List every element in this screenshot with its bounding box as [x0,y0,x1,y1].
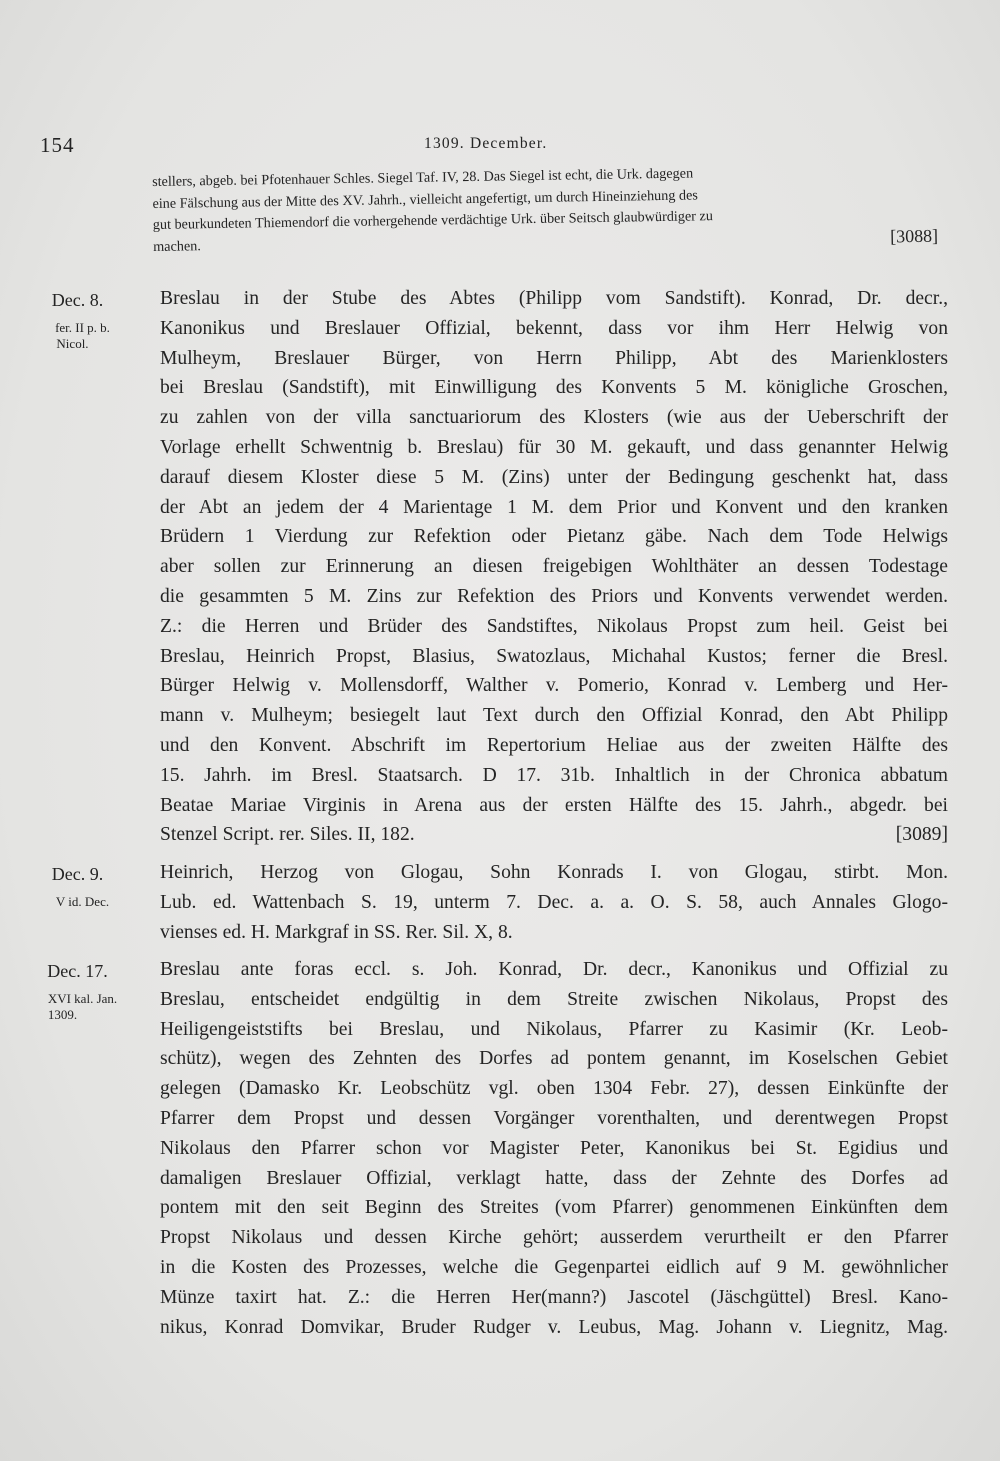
text-line: vienses ed. H. Markgraf in SS. Rer. Sil. X, 8. [160,921,513,943]
text-line: und den Konvent. Abschrift im Repertorium Heliae aus der zweiten Hälfte des [160,734,948,756]
text-line: Breslau in der Stube des Abtes (Philipp vom Sandstift). Konrad, Dr. decr., [160,288,948,309]
text-line: Lub. ed. Wattenbach S. 19, unterm 7. Dec. a. a. O. S. 58, auch Annales Glogo- [160,891,948,913]
text-line-content: Stenzel Script. rer. Siles. II, 182. [160,824,415,846]
text-line: die gesammten 5 M. Zins zur Refektion des Priors und Konvents verwendet werden. [160,585,948,607]
entry-date-note: Nicol. [56,336,89,351]
text-line: pontem mit den seit Beginn des Streites (vom Pfarrer) genommenen Einkünften dem [160,1197,948,1219]
footnote-line: machen. [153,237,201,255]
text-line: Bürger Helwig v. Mollensdorff, Walther v. Pomerio, Konrad v. Lemberg und Her- [160,675,948,697]
text-line: nikus, Konrad Domvikar, Bruder Rudger v. Leubus, Mag. Johann v. Liegnitz, Mag. [160,1316,948,1338]
text-line: Vorlage erhellt Schwentnig b. Breslau) für 30 M. gekauft, und dass genannter Helwig [160,436,948,458]
text-line: damaligen Breslauer Offizial, verklagt hatte, dass der Zehnte des Dorfes ad [160,1167,948,1189]
entry-text [160,955,948,1342]
text-line: Z.: die Herren und Brüder des Sandstiftes, Nikolaus Propst zum heil. Geist bei [160,615,948,637]
text-line: Pfarrer dem Propst und dessen Vorgänger vorenthalten, und derentwegen Propst [160,1107,948,1129]
text-line: Beatae Mariae Virginis in Arena aus der ersten Hälfte des 15. Jahrh., abgedr. bei [160,794,948,816]
running-head: 1309. December. [424,135,548,152]
page-header [40,133,960,163]
entry-text [160,284,948,850]
text-line: bei Breslau (Sandstift), mit Einwilligung des Konvents 5 M. königliche Groschen, [160,377,948,399]
text-line: gelegen (Damasko Kr. Leobschütz vgl. oben 1304 Febr. 27), dessen Einkünfte der [160,1078,948,1100]
document-reference-number: [3088] [889,225,939,247]
text-line: Heiligengeiststifts bei Breslau, und Nikolaus, Pfarrer zu Kasimir (Kr. Leob- [160,1018,948,1040]
footnote-line: stellers, abgeb. bei Pfotenhauer Schles. Siegel Taf. IV, 28. Das Siegel ist echt, die Urk. dagegen [152,165,694,190]
text-line: in die Kosten des Prozesses, welche die Gegenpartei eidlich auf 9 M. gewöhnlicher [160,1256,948,1278]
entry-date-note: V id. Dec. [55,894,110,909]
entry-text [160,858,948,947]
text-line: Breslau, entscheidet endgültig in dem Streite zwischen Nikolaus, Propst des [160,988,948,1010]
footnote-continuation [152,160,938,258]
text-line: darauf diesem Kloster diese 5 M. (Zins) unter der Bedingung geschenkt hat, dass [160,466,948,488]
text-line: Münze taxirt hat. Z.: die Herren Her(mann?) Jascotel (Jäschgüttel) Bresl. Kano- [160,1286,948,1308]
text-line: zu zahlen von der villa sanctuariorum des Klosters (wie aus der Ueberschrift der [160,407,948,429]
entry-date-note: fer. II p. b. [55,320,110,335]
page-number: 154 [40,133,75,157]
entry-date-note: XVI kal. Jan. [47,991,118,1006]
text-line: Mulheym, Breslauer Bürger, von Herrn Philipp, Abt des Marienklosters [160,347,948,369]
entry-date: Dec. 9. [51,864,104,884]
entry-date: Dec. 8. [51,290,104,310]
text-line: Brüdern 1 Vierdung zur Refektion oder Pietanz gäbe. Nach dem Tode Helwigs [160,526,948,548]
document-reference-number: [3089] [895,824,948,846]
text-line: Heinrich, Herzog von Glogau, Sohn Konrads I. von Glogau, stirbt. Mon. [160,862,948,883]
text-line: schütz), wegen des Zehnten des Dorfes ad pontem genannt, im Koselschen Gebiet [160,1048,948,1070]
text-line: Propst Nikolaus und dessen Kirche gehört; ausserdem verurtheilt er den Pfarrer [160,1227,948,1249]
entry-date-note: 1309. [47,1007,78,1022]
text-line: mann v. Mulheym; besiegelt laut Text durch den Offizial Konrad, den Abt Philipp [160,705,948,727]
text-line: Breslau ante foras eccl. s. Joh. Konrad, Dr. decr., Kanonikus und Offizial zu [160,959,948,980]
text-line [160,820,948,850]
text-line: aber sollen zur Erinnerung an diesen freigebigen Wohlthäter an dessen Todestage [160,556,948,578]
text-line: Kanonikus und Breslauer Offizial, bekennt, dass vor ihm Herr Helwig von [160,317,948,339]
text-line: Breslau, Heinrich Propst, Blasius, Swatozlaus, Michahal Kustos; ferner die Bresl. [160,645,948,667]
text-line: Nikolaus den Pfarrer schon vor Magister Peter, Kanonikus bei St. Egidius und [160,1137,948,1159]
text-line: der Abt an jedem der 4 Marientage 1 M. dem Prior und Konvent und den kranken [160,496,948,518]
text-line: 15. Jahrh. im Bresl. Staatsarch. D 17. 31b. Inhaltlich in der Chronica abbatum [160,764,948,786]
entry-date: Dec. 17. [47,961,108,981]
footnote-line: gut beurkundeten Thiemendorf die vorhergehende verdächtige Urk. über Seitsch glaubwürdiger zu [152,208,713,233]
footnote-line: eine Fälschung aus der Mitte des XV. Jahrh., vielleicht angefertigt, um durch Hineinziehung des [152,186,698,212]
